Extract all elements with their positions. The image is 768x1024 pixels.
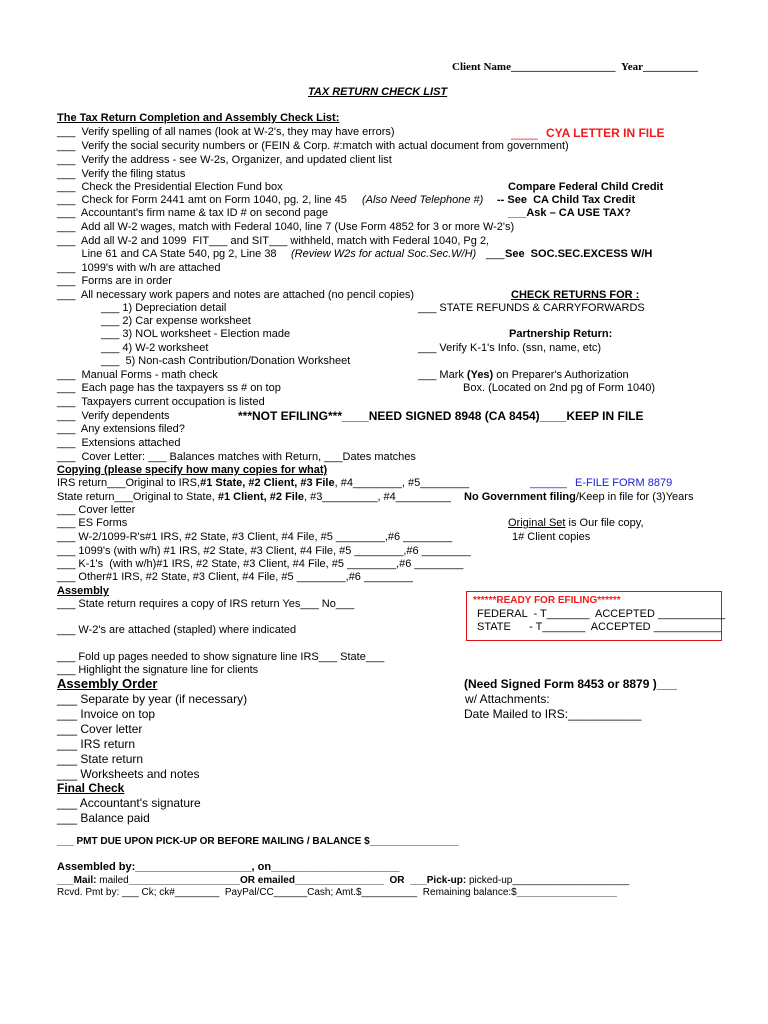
pmt-due-note: ___ PMT DUE UPON PICK-UP OR BEFORE MAILING / BALANCE $________________ [57, 836, 459, 847]
copy-item-1099: ___ 1099's (with w/h) #1 IRS, #2 State, #3 Client, #4 File, #5 ________,#6 ________ [57, 545, 471, 557]
final-item-balance: ___ Balance paid [57, 811, 150, 825]
item-election-fund: ___ Check the Presidential Election Fund box [57, 181, 283, 193]
need-signed-form-note: (Need Signed Form 8453 or 8879 )___ [464, 677, 677, 691]
mail-or-pickup-line: ___Mail: mailed____________________OR emailed________________ OR ___Pick-up: picked-up_____________________ [57, 875, 630, 886]
item-w2-wages: ___ Add all W-2 wages, match with Federal 1040, line 7 (Use Form 4852 for 3 or more W-2's) [57, 221, 515, 233]
ask-ca-use-tax-note: ___Ask – CA USE TAX? [508, 207, 631, 219]
order-item-worksheets: ___ Worksheets and notes [57, 767, 200, 781]
item-work-papers: ___ All necessary work papers and notes are attached (no pencil copies) [57, 289, 415, 301]
verify-k1-note: ___ Verify K-1's Info. (ssn, name, etc) [418, 342, 602, 354]
assembly-heading: Assembly [57, 585, 109, 597]
item-firm-name: ___ Accountant's firm name & tax ID # on second page [57, 207, 329, 219]
item-filing-status: ___ Verify the filing status [57, 168, 186, 180]
item-form-2441: ___ Check for Form 2441 amt on Form 1040, pg. 2, line 45 [57, 194, 347, 206]
efile-state-line: STATE - T_______ ACCEPTED ___________ [477, 621, 721, 633]
item-extensions-attached: ___ Extensions attached [57, 437, 181, 449]
not-efiling-note: ***NOT EFILING***____NEED SIGNED 8948 (CA 8454)____KEEP IN FILE [238, 409, 644, 423]
date-mailed-field: Date Mailed to IRS:___________ [464, 707, 642, 721]
sub-item-depreciation: ___ 1) Depreciation detail [101, 302, 227, 314]
order-item-invoice: ___ Invoice on top [57, 707, 156, 721]
page-title: TAX RETURN CHECK LIST [308, 86, 448, 98]
assembly-item-fold-pages: ___ Fold up pages needed to show signature line IRS___ State___ [57, 651, 385, 663]
order-item-irs-return: ___ IRS return [57, 737, 136, 751]
item-verify-address: ___ Verify the address - see W-2s, Organizer, and updated client list [57, 154, 392, 166]
copy-item-other: ___ Other#1 IRS, #2 State, #3 Client, #4 File, #5 ________,#6 ________ [57, 571, 413, 583]
also-need-phone-note: (Also Need Telephone #) [362, 194, 484, 206]
order-item-state-return: ___ State return [57, 752, 144, 766]
assembly-order-heading: Assembly Order [57, 676, 158, 691]
efile-box-title: ******READY FOR EFILING****** [473, 595, 621, 606]
item-extensions-filed: ___ Any extensions filed? [57, 423, 185, 435]
copy-item-es-forms: ___ ES Forms [57, 517, 128, 529]
item-1099-attached: ___ 1099's with w/h are attached [57, 262, 221, 274]
see-ssexcess-note: See SOC.SEC.EXCESS W/H [505, 248, 653, 260]
item-ss-on-top: ___ Each page has the taxpayers ss # on top [57, 382, 281, 394]
order-item-cover-letter: ___ Cover letter [57, 722, 143, 736]
assembly-item-w2-attached: ___ W-2's are attached (stapled) where indicated [57, 624, 297, 636]
copy-item-w2: ___ W-2/1099-R's#1 IRS, #2 State, #3 Client, #4 File, #5 ________,#6 ________ [57, 531, 453, 543]
state-refunds-note: ___ STATE REFUNDS & CARRYFORWARDS [418, 302, 645, 314]
cya-letter-note: CYA LETTER IN FILE [546, 126, 665, 140]
see-ca-child-note: -- See CA Child Tax Credit [497, 194, 636, 206]
year-field: Year__________ [621, 61, 698, 73]
item-dependents: ___ Verify dependents [57, 410, 170, 422]
item-cover-letter: ___ Cover Letter: ___ Balances matches with Return, ___Dates matches [57, 451, 416, 463]
assembly-item-state-copy: ___ State return requires a copy of IRS return Yes___ No___ [57, 598, 355, 610]
item-manual-forms: ___ Manual Forms - math check [57, 369, 218, 381]
final-item-signature: ___ Accountant's signature [57, 796, 201, 810]
state-return-line: State return___Original to State, #1 Client, #2 File, #3_________, #4_________ [57, 491, 451, 503]
order-item-separate: ___ Separate by year (if necessary) [57, 692, 248, 706]
irs-return-line: IRS return___Original to IRS,#1 State, #2 Client, #3 File, #4________, #5________ [57, 477, 470, 489]
copy-item-k1: ___ K-1's (with w/h)#1 IRS, #2 State, #3 Client, #4 File, #5 ________,#6 ________ [57, 558, 464, 570]
item-occupation: ___ Taxpayers current occupation is listed [57, 396, 265, 408]
section-title: The Tax Return Completion and Assembly Check List: [57, 112, 340, 124]
payment-received-line: Rcvd. Pmt by: ___ Ck; ck#________ PayPal/CC______Cash; Amt.$__________ Remaining balance:$__________________ [57, 887, 617, 898]
mark-yes-note: ___ Mark (Yes) on Preparer's Authorization [418, 369, 629, 381]
partnership-return-heading: Partnership Return: [509, 328, 613, 340]
attachments-note: w/ Attachments: [465, 692, 550, 706]
item-line-61: Line 61 and CA State 540, pg 2, Line 38 [57, 248, 277, 260]
client-copies-note: 1# Client copies [512, 531, 591, 543]
copying-heading: Copying (please specify how many copies for what) [57, 464, 328, 476]
review-w2s-note: (Review W2s for actual Soc.Sec.W/H) [291, 248, 477, 260]
no-gov-filing-note: No Government filing/Keep in file for (3)Years [464, 491, 694, 503]
item-fit-sit: ___ Add all W-2 and 1099 FIT___ and SIT___ withheld, match with Federal 1040, Pg 2, [57, 235, 490, 247]
original-set-note: Original Set is Our file copy, [508, 517, 644, 529]
sub-item-car-expense: ___ 2) Car expense worksheet [101, 315, 251, 327]
see-ssexcess-blank: ___ [486, 248, 505, 260]
copy-item-cover-letter: ___ Cover letter [57, 504, 136, 516]
efile-form-note: E-FILE FORM 8879 [575, 477, 673, 489]
item-verify-names: ___ Verify spelling of all names (look at W-2's, they may have errors) [57, 126, 395, 138]
sub-item-noncash: ___ 5) Non-cash Contribution/Donation Worksheet [101, 355, 351, 367]
sub-item-nol: ___ 3) NOL worksheet - Election made [101, 328, 291, 340]
compare-fed-child-note: Compare Federal Child Credit [508, 181, 664, 193]
assembly-item-highlight: ___ Highlight the signature line for clients [57, 664, 259, 676]
item-forms-order: ___ Forms are in order [57, 275, 172, 287]
efile-federal-line: FEDERAL - T_______ ACCEPTED ___________ [477, 608, 726, 620]
check-returns-heading: CHECK RETURNS FOR : [511, 289, 640, 301]
cya-blank: ____ [511, 126, 538, 140]
efile-blank: ______ [530, 477, 567, 489]
sub-item-w2-worksheet: ___ 4) W-2 worksheet [101, 342, 209, 354]
client-name-field: Client Name___________________ [452, 61, 616, 73]
item-verify-ssn: ___ Verify the social security numbers or (FEIN & Corp. #:match with actual document from government) [57, 140, 569, 152]
final-check-heading: Final Check [57, 781, 125, 795]
box-located-note: Box. (Located on 2nd pg of Form 1040) [463, 382, 656, 394]
assembled-by-field: Assembled by:___________________, on_____________________ [57, 861, 400, 873]
